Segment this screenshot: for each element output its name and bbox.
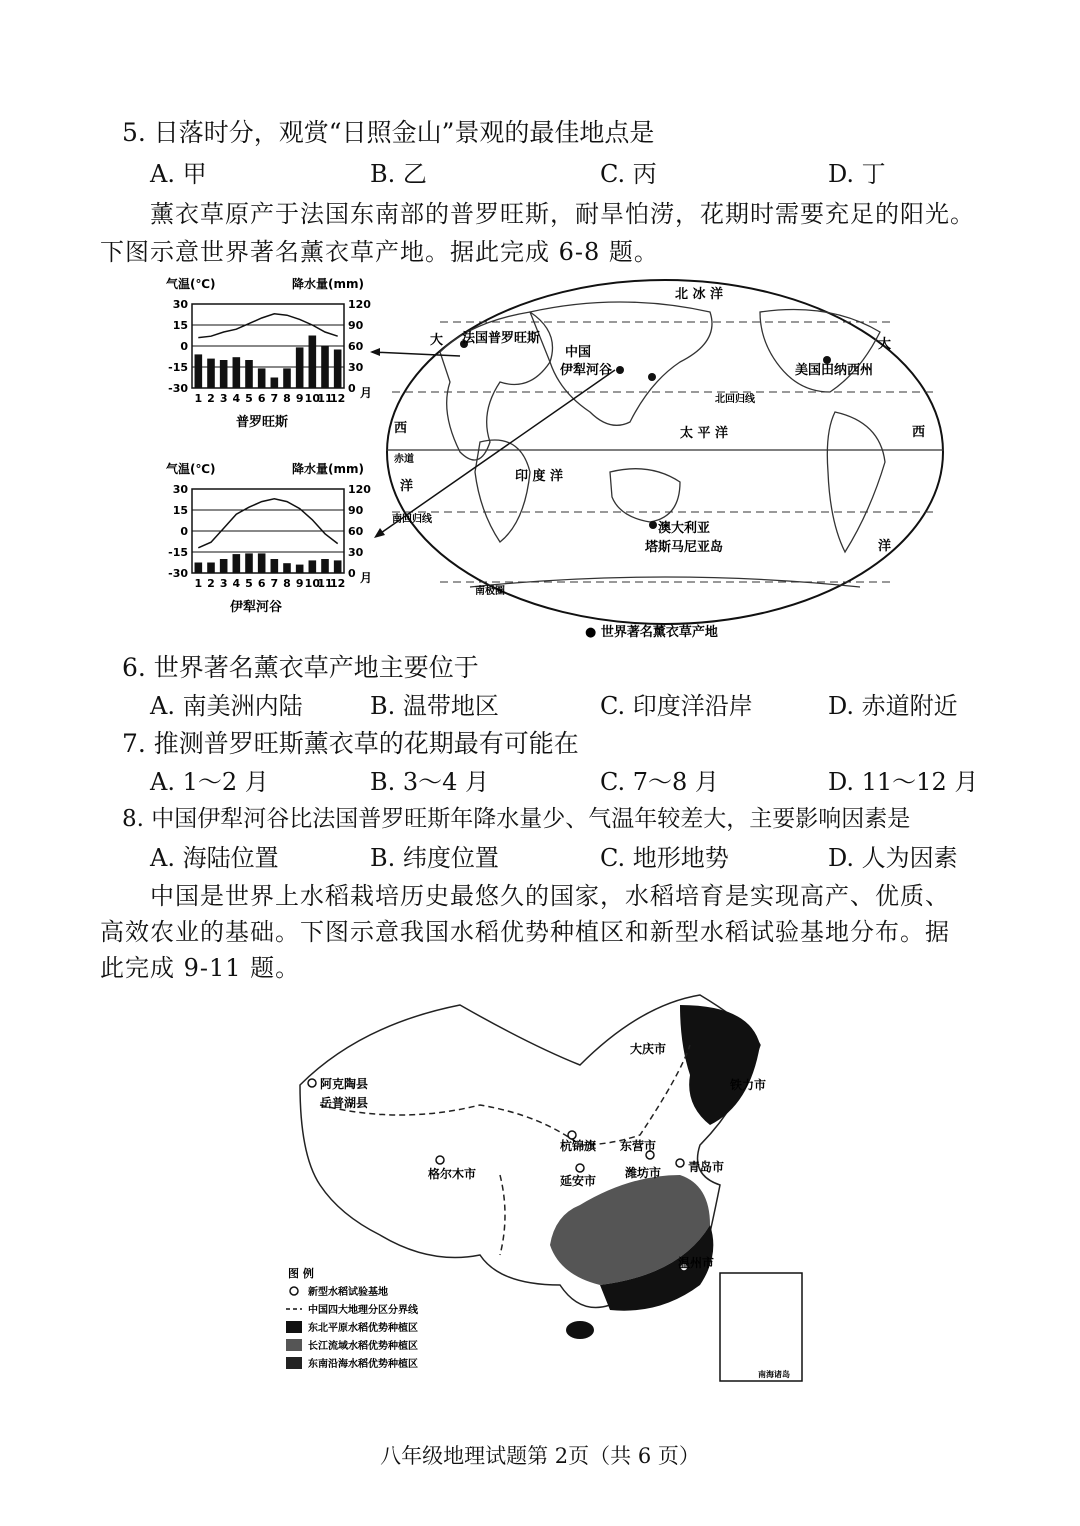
c1-month-tick: 7 [270,392,279,405]
legend-base: 新型水稻试验基地 [308,1287,388,1298]
chart2-month-unit: 月 [360,571,373,585]
c1-month-tick: 8 [283,392,291,405]
arrow-provence [372,352,460,356]
c1-precip-bar [233,357,241,388]
chart2-precip-label: 降水量(mm) [292,462,364,476]
label-pacific: 太 平 洋 [680,426,729,441]
c1-precip-bar [245,360,253,388]
q7-stem: 7. 推测普罗旺斯薰衣草的花期最有可能在 [122,729,579,758]
c1-month-tick: 10 [304,392,320,405]
base-hangjin [568,1131,576,1139]
label-australia: 澳大利亚 [658,521,711,536]
legend-yangtze: 长江流域水稻优势种植区 [308,1341,418,1352]
city-yanan: 延安市 [560,1174,597,1188]
c2-month-tick: 1 [194,577,203,590]
inset-label: 南海诸岛 [758,1370,790,1379]
intro2-line2: 高效农业的基础。下图示意我国水稻优势种植区和新型水稻试验基地分布。据 [100,918,950,946]
city-yuepuhu: 岳普湖县 [320,1096,369,1110]
furano-marker [648,373,656,381]
c1-precip-tick: 120 [348,298,371,311]
legend-symbol-southeast [286,1357,302,1369]
label-provence: 法国普罗旺斯 [462,331,541,346]
q6-stem: 6. 世界著名薰衣草产地主要位于 [122,653,479,682]
c2-month-tick: 11 [317,577,333,590]
city-wenzhou: 温州市 [678,1256,715,1270]
q8-option-c: C. 地形地势 [600,844,729,872]
pointer-arrows [330,330,630,550]
c2-precip-bar [271,559,279,573]
label-da-1: 大 [430,333,444,348]
c1-precip-bar [296,347,304,388]
c1-month-tick: 6 [257,392,266,405]
c1-precip-tick: 60 [348,340,364,353]
chart1-month-unit: 月 [360,386,373,400]
city-daqing: 大庆市 [630,1042,667,1056]
q5-option-a: A. 甲 [150,160,207,188]
region-boundary-2 [500,1175,505,1255]
c2-precip-bar [195,563,203,574]
intro1-line1: 薰衣草原产于法国东南部的普罗旺斯，耐旱怕涝，花期时需要充足的阳光。 [150,200,975,228]
china-rice-map [280,985,810,1395]
city-weifang: 潍坊市 [625,1166,662,1180]
c2-precip-bar [296,565,304,573]
c2-month-tick: 2 [207,577,215,590]
legend-symbol-base [290,1287,298,1295]
arrow-head-yili [374,528,385,538]
c1-month-tick: 5 [245,392,253,405]
c1-month-tick: 4 [232,392,241,405]
legend-boundary: 中国四大地理分区分界线 [308,1305,418,1316]
c1-precip-bar [321,346,329,388]
c1-precip-tick: 30 [348,361,364,374]
c1-precip-bar [309,336,317,389]
q5-option-c: C. 丙 [600,160,657,188]
label-arctic: 北 冰 洋 [675,287,724,302]
region-boundary-1 [320,1045,690,1145]
label-indian: 印 度 洋 [515,469,564,484]
chart1-temp-label: 气温(℃) [166,277,216,291]
q6-option-c: C. 印度洋沿岸 [600,692,753,720]
c2-precip-bar [321,559,329,573]
chart1-place: 普罗旺斯 [236,415,289,430]
c2-precip-tick: 90 [348,504,364,517]
c1-temp-tick: 0 [180,340,188,353]
intro2-line3: 此完成 9-11 题。 [100,954,301,982]
label-antarctic: 南极圈 [475,586,505,597]
c1-month-tick: 2 [207,392,215,405]
label-yili: 伊犁河谷 [560,363,613,378]
c1-month-tick: 3 [219,392,228,405]
q6-option-a: A. 南美洲内陆 [150,692,303,720]
label-xi-2: 西 [912,425,926,440]
c2-precip-bar [220,559,228,573]
c2-precip-tick: 60 [348,525,364,538]
c1-temp-tick: -30 [168,382,188,395]
arrow-yili [378,370,615,535]
c1-month-tick: 12 [330,392,346,405]
northeast-rice-region [680,1005,760,1125]
label-tropic-cancer: 北回归线 [715,394,755,405]
c1-precip-bar [207,359,215,388]
city-akto: 阿克陶县 [320,1077,369,1091]
c2-precip-bar [207,563,215,574]
c2-temp-tick: 30 [172,483,188,496]
c2-precip-bar [309,560,317,573]
c2-month-tick: 3 [219,577,228,590]
legend-southeast: 东南沿海水稻优势种植区 [308,1359,418,1370]
city-golmud: 格尔木市 [428,1167,477,1181]
label-da-2: 大 [878,337,892,352]
legend-title: 图 例 [288,1267,314,1280]
q8-option-d: D. 人为因素 [828,844,958,872]
city-hangjin: 杭锦旗 [560,1139,597,1153]
q8-option-a: A. 海陆位置 [150,844,279,872]
c2-month-tick: 9 [295,577,304,590]
c2-precip-tick: 0 [348,567,356,580]
c2-temp-tick: 0 [180,525,188,538]
q8-option-b: B. 纬度位置 [370,844,499,872]
chart2-temp-label: 气温(℃) [166,462,216,476]
label-xi-1: 西 [394,421,408,436]
hainan-island [566,1321,594,1339]
tasmania-marker [649,521,657,529]
c2-month-tick: 6 [257,577,266,590]
c2-month-tick: 10 [304,577,320,590]
c2-temp-tick: -30 [168,567,188,580]
legend-symbol-northeast [286,1321,302,1333]
base-qingdao [676,1159,684,1167]
south-china-sea-inset [720,1273,802,1381]
c1-month-tick: 1 [194,392,203,405]
c1-precip-bar [195,354,203,388]
label-yang-2: 洋 [878,539,892,554]
c2-temp-tick: 15 [172,504,188,517]
c2-precip-bar [258,553,266,573]
q7-option-a: A. 1～2 月 [150,768,269,796]
c2-precip-tick: 30 [348,546,364,559]
q5-option-b: B. 乙 [370,160,427,188]
c1-temp-tick: 15 [172,319,188,332]
c2-month-tick: 4 [232,577,241,590]
arrow-head-provence [370,348,380,356]
map-legend: ● 世界著名薰衣草产地 [585,625,718,640]
chart1-precip-label: 降水量(mm) [292,277,364,291]
chart1-temp-curve [198,314,337,338]
city-dongying: 东营市 [620,1139,657,1153]
chart2-place: 伊犁河谷 [230,600,283,615]
legend-northeast: 东北平原水稻优势种植区 [308,1323,418,1334]
label-yang-1: 洋 [400,479,414,494]
intro1-line2: 下图示意世界著名薰衣草产地。据此完成 6-8 题。 [100,238,659,266]
intro2-line1: 中国是世界上水稻栽培历史最悠久的国家，水稻培育是实现高产、优质、 [150,882,950,910]
city-qingdao: 青岛市 [688,1160,725,1174]
c1-precip-bar [220,360,228,388]
c2-precip-bar [283,563,291,573]
q5-stem: 5. 日落时分，观赏“日照金山”景观的最佳地点是 [122,118,655,147]
base-akto [308,1079,316,1087]
c2-temp-tick: -15 [168,546,188,559]
c1-precip-bar [283,368,291,388]
label-tennessee: 美国田纳西州 [795,363,874,378]
c2-month-tick: 12 [330,577,346,590]
q7-option-c: C. 7～8 月 [600,768,719,796]
city-tieli: 铁力市 [730,1078,767,1092]
q7-option-b: B. 3～4 月 [370,768,490,796]
c2-precip-bar [233,554,241,573]
base-golmud [436,1156,444,1164]
c1-precip-tick: 0 [348,382,356,395]
q7-option-d: D. 11～12 月 [828,768,979,796]
q8-stem: 8. 中国伊犁河谷比法国普罗旺斯年降水量少、气温年较差大，主要影响因素是 [122,806,911,832]
c2-precip-bar [245,553,253,573]
base-yanan [576,1164,584,1172]
c1-temp-tick: 30 [172,298,188,311]
label-equator: 赤道 [394,454,414,465]
c1-precip-bar [258,368,266,388]
c1-precip-bar [271,378,279,389]
legend-symbol-yangtze [286,1339,302,1351]
label-tasmania: 塔斯马尼亚岛 [645,540,724,555]
q6-option-b: B. 温带地区 [370,692,499,720]
c2-month-tick: 7 [270,577,279,590]
page-footer: 八年级地理试题第 2页（共 6 页） [380,1444,700,1468]
c1-precip-tick: 90 [348,319,364,332]
c1-temp-tick: -15 [168,361,188,374]
label-china: 中国 [565,345,592,360]
c2-precip-tick: 120 [348,483,371,496]
label-tropic-capricorn: 南回归线 [392,514,432,525]
c2-month-tick: 5 [245,577,253,590]
c2-precip-bar [334,560,342,573]
c1-month-tick: 11 [317,392,333,405]
c1-month-tick: 9 [295,392,304,405]
q5-option-d: D. 丁 [828,160,886,188]
c2-month-tick: 8 [283,577,291,590]
chart2-temp-curve [198,499,337,548]
q6-option-d: D. 赤道附近 [828,692,958,720]
